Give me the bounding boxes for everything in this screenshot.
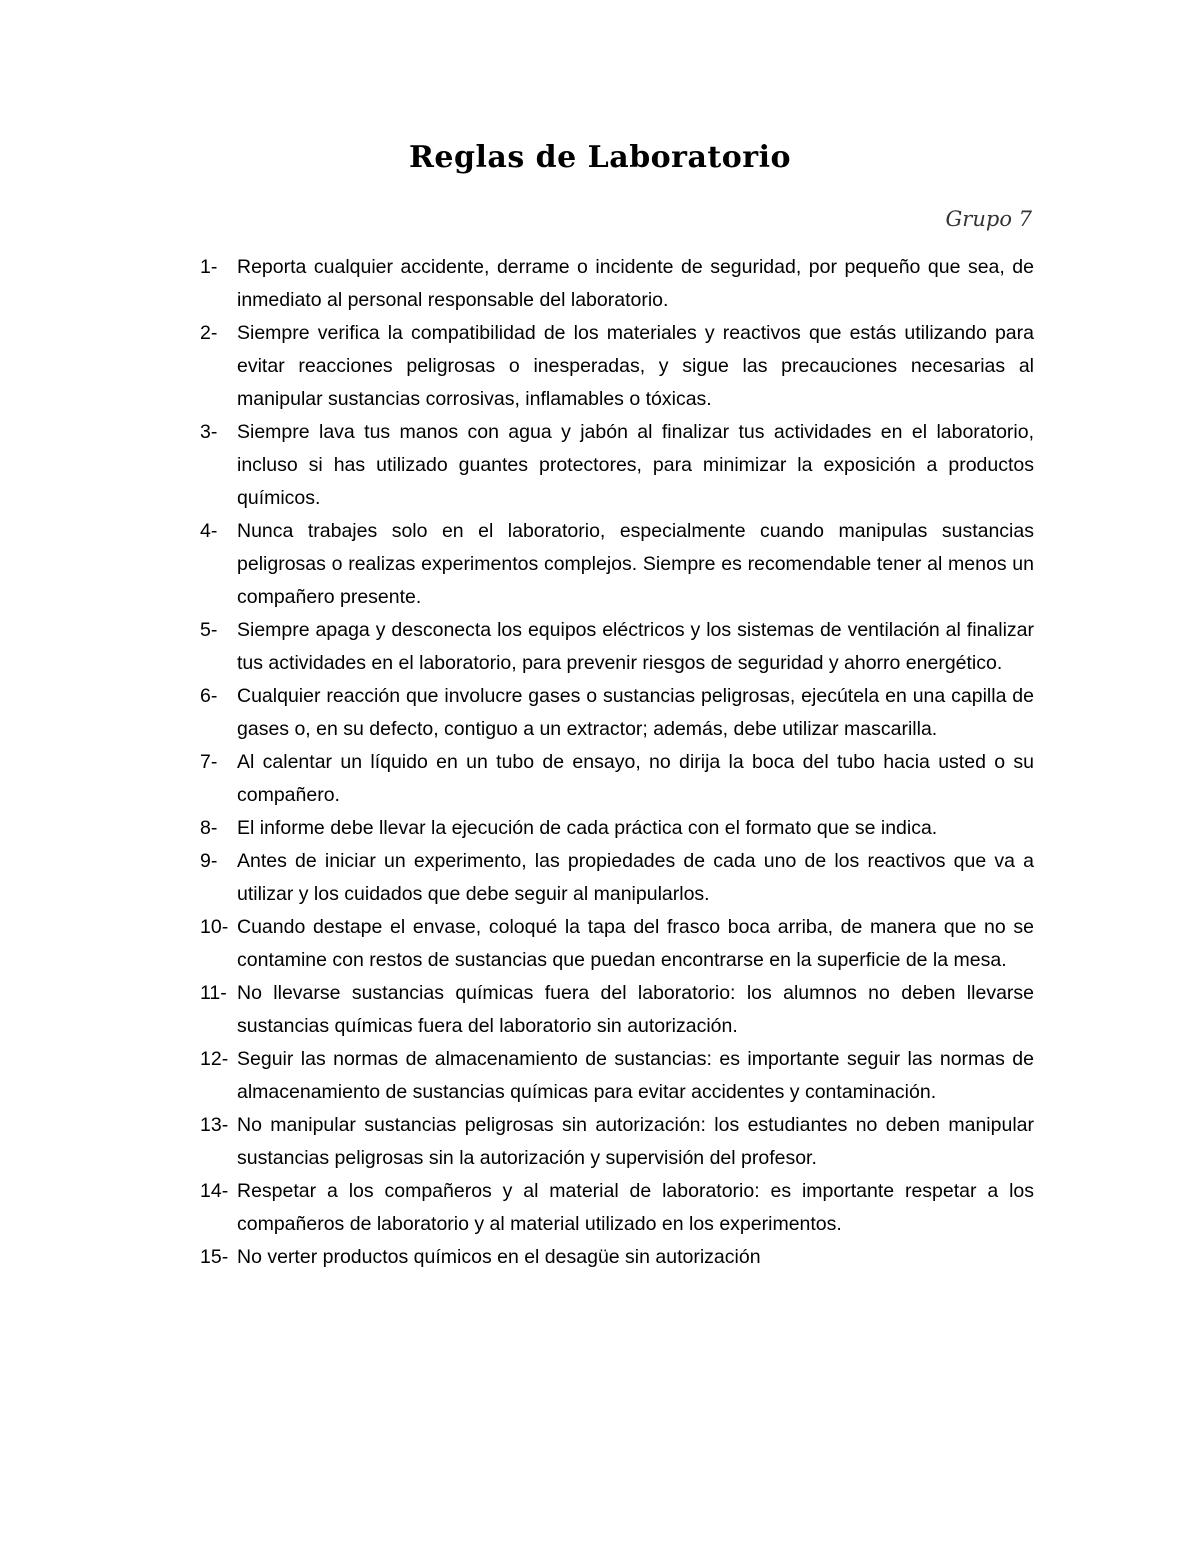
list-item — [200, 1043, 1034, 1109]
list-item — [200, 1175, 1034, 1241]
rule-text: No llevarse sustancias químicas fuera del laboratorio: los alumnos no deben llevarse sustancias químicas fuera del laboratorio sin autorización. — [237, 982, 1034, 1037]
list-item — [200, 515, 1034, 614]
rule-number: 15- — [200, 1246, 229, 1268]
group-label: Grupo 7 — [945, 207, 1032, 231]
rule-text: Seguir las normas de almacenamiento de sustancias: es importante seguir las normas de almacenamiento de sustancias químicas para evitar accidentes y contaminación. — [237, 1048, 1034, 1103]
rule-text: Siempre lava tus manos con agua y jabón al finalizar tus actividades en el laboratorio, incluso si has utilizado guantes protectores, para minimizar la exposición a productos químicos. — [237, 421, 1034, 509]
rule-number: 14- — [200, 1180, 229, 1202]
rule-number: 3- — [200, 421, 218, 443]
rule-number: 10- — [200, 916, 229, 938]
rule-number: 6- — [200, 685, 218, 707]
rule-number: 1- — [200, 256, 218, 278]
rule-text: Siempre apaga y desconecta los equipos eléctricos y los sistemas de ventilación al finalizar tus actividades en el laboratorio, para prevenir riesgos de seguridad y ahorro energético. — [237, 619, 1034, 674]
rule-text: Al calentar un líquido en un tubo de ensayo, no dirija la boca del tubo hacia usted o su compañero. — [237, 751, 1034, 806]
rule-number: 4- — [200, 520, 218, 542]
rule-number: 9- — [200, 850, 218, 872]
list-item — [200, 911, 1034, 977]
rule-text: No manipular sustancias peligrosas sin autorización: los estudiantes no deben manipular sustancias peligrosas sin la autorización y supervisión del profesor. — [237, 1114, 1034, 1169]
rules-list — [200, 251, 1034, 1274]
rule-text: Siempre verifica la compatibilidad de los materiales y reactivos que estás utilizando para evitar reacciones peligrosas o inesperadas, y sigue las precauciones necesarias al manipular sustancias corrosivas, inflamables o tóxicas. — [237, 322, 1034, 410]
list-item — [200, 1241, 1034, 1274]
list-item — [200, 977, 1034, 1043]
rule-number: 11- — [200, 982, 227, 1004]
list-item — [200, 746, 1034, 812]
rule-text: Reporta cualquier accidente, derrame o incidente de seguridad, por pequeño que sea, de inmediato al personal responsable del laboratorio. — [237, 256, 1034, 311]
rule-number: 12- — [200, 1048, 229, 1070]
rule-text: El informe debe llevar la ejecución de cada práctica con el formato que se indica. — [237, 817, 938, 839]
list-item — [200, 845, 1034, 911]
rule-number: 5- — [200, 619, 218, 641]
list-item — [200, 1109, 1034, 1175]
rule-text: Antes de iniciar un experimento, las propiedades de cada uno de los reactivos que va a utilizar y los cuidados que debe seguir al manipularlos. — [237, 850, 1034, 905]
rule-text: Respetar a los compañeros y al material de laboratorio: es importante respetar a los compañeros de laboratorio y al material utilizado en los experimentos. — [237, 1180, 1034, 1235]
list-item — [200, 614, 1034, 680]
list-item — [200, 416, 1034, 515]
rule-number: 2- — [200, 322, 218, 344]
rule-number: 13- — [200, 1114, 229, 1136]
page-title: Reglas de Laboratorio — [408, 140, 791, 175]
rule-text: No verter productos químicos en el desagüe sin autorización — [237, 1246, 761, 1268]
rule-text: Nunca trabajes solo en el laboratorio, especialmente cuando manipulas sustancias peligrosas o realizas experimentos complejos. Siempre es recomendable tener al menos un compañero presente. — [237, 520, 1034, 608]
rule-number: 7- — [200, 751, 218, 773]
rule-text: Cuando destape el envase, coloqué la tapa del frasco boca arriba, de manera que no se contamine con restos de sustancias que puedan encontrarse en la superficie de la mesa. — [237, 916, 1034, 971]
list-item — [200, 251, 1034, 317]
list-item — [200, 317, 1034, 416]
list-item — [200, 812, 1034, 845]
list-item — [200, 680, 1034, 746]
rule-number: 8- — [200, 817, 218, 839]
rule-text: Cualquier reacción que involucre gases o sustancias peligrosas, ejecútela en una capilla de gases o, en su defecto, contiguo a un extractor; además, debe utilizar mascarilla. — [237, 685, 1034, 740]
